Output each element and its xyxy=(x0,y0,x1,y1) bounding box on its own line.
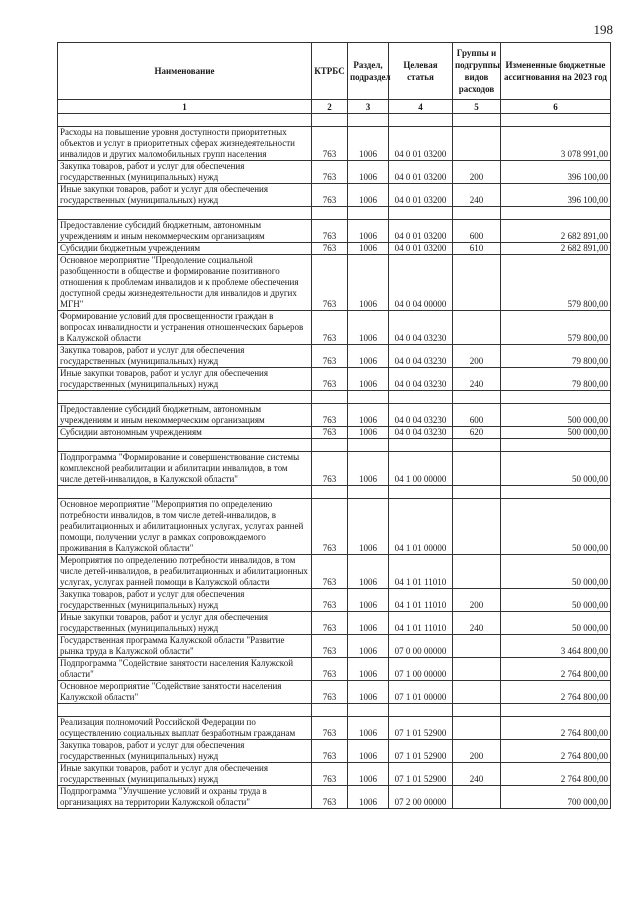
row-name: Подпрограмма "Улучшение условий и охраны труда в организациях на территории Калужской области" xyxy=(58,786,312,809)
spacer-cell xyxy=(348,207,389,220)
spacer-cell xyxy=(58,439,312,452)
row-name: Иные закупки товаров, работ и услуг для обеспечения государственных (муниципальных) нужд xyxy=(58,184,312,207)
row-name: Подпрограмма "Содействие занятости населения Калужской области" xyxy=(58,658,312,681)
row-ktrbs: 763 xyxy=(312,311,348,345)
row-section: 1006 xyxy=(348,368,389,391)
row-amount: 2 764 800,00 xyxy=(501,763,611,786)
spacer-cell xyxy=(453,114,501,127)
row-target-code: 04 0 04 03230 xyxy=(389,368,453,391)
budget-table xyxy=(57,42,611,809)
row-amount: 50 000,00 xyxy=(501,589,611,612)
row-name: Мероприятия по определению потребности инвалидов, в том числе детей-инвалидов, в реабилитационных и абилитационных услугах, услугах ранней помощи в Калужской области xyxy=(58,555,312,589)
row-name: Основное мероприятие "Содействие занятости населения Калужской области" xyxy=(58,681,312,704)
row-section: 1006 xyxy=(348,220,389,243)
spacer-cell xyxy=(348,486,389,499)
row-target-code: 07 1 01 52900 xyxy=(389,763,453,786)
table-row xyxy=(58,220,611,243)
header-groups: Группы и подгруппы видов расходов xyxy=(453,43,501,100)
table-row xyxy=(58,311,611,345)
spacer-cell xyxy=(389,439,453,452)
table-row xyxy=(58,255,611,311)
spacer-cell xyxy=(348,439,389,452)
row-target-code: 04 1 00 00000 xyxy=(389,452,453,486)
row-ktrbs: 763 xyxy=(312,243,348,255)
spacer-cell xyxy=(501,704,611,717)
row-expense-group: 620 xyxy=(453,427,501,439)
table-row xyxy=(58,127,611,161)
spacer-cell xyxy=(312,207,348,220)
spacer-row xyxy=(58,207,611,220)
row-ktrbs: 763 xyxy=(312,612,348,635)
spacer-cell xyxy=(58,207,312,220)
row-expense-group: 600 xyxy=(453,404,501,427)
row-target-code: 04 0 01 03200 xyxy=(389,220,453,243)
spacer-row xyxy=(58,486,611,499)
row-name: Основное мероприятие "Мероприятия по определению потребности инвалидов, в том числе детей-инвалидов, в реабилитационных и абилитационных услугах, услугах ранней помощи, получении услуг в рамках сопровождаемого проживания в Калужской области" xyxy=(58,499,312,555)
spacer-cell xyxy=(501,486,611,499)
page-number: 198 xyxy=(593,22,613,37)
row-amount: 79 800,00 xyxy=(501,345,611,368)
row-expense-group xyxy=(453,658,501,681)
row-amount: 2 764 800,00 xyxy=(501,717,611,740)
row-name: Государственная программа Калужской области "Развитие рынка труда в Калужской области" xyxy=(58,635,312,658)
spacer-cell xyxy=(389,391,453,404)
table-row xyxy=(58,658,611,681)
row-section: 1006 xyxy=(348,555,389,589)
row-ktrbs: 763 xyxy=(312,184,348,207)
row-target-code: 04 0 04 03230 xyxy=(389,311,453,345)
row-expense-group xyxy=(453,452,501,486)
row-ktrbs: 763 xyxy=(312,404,348,427)
row-section: 1006 xyxy=(348,452,389,486)
row-ktrbs: 763 xyxy=(312,345,348,368)
row-expense-group: 610 xyxy=(453,243,501,255)
row-section: 1006 xyxy=(348,635,389,658)
row-target-code: 07 1 01 00000 xyxy=(389,681,453,704)
column-number: 1 xyxy=(58,100,312,114)
header-ktrbs: КТРБС xyxy=(312,43,348,100)
spacer-cell xyxy=(312,486,348,499)
row-amount: 2 764 800,00 xyxy=(501,740,611,763)
spacer-cell xyxy=(453,439,501,452)
spacer-cell xyxy=(389,114,453,127)
row-name: Расходы на повышение уровня доступности приоритетных объектов и услуг в приоритетных сферах жизнедеятельности инвалидов и других маломобильных групп населения xyxy=(58,127,312,161)
spacer-cell xyxy=(453,486,501,499)
table-row xyxy=(58,763,611,786)
column-numbers-row xyxy=(58,100,611,114)
row-target-code: 07 0 00 00000 xyxy=(389,635,453,658)
row-name: Субсидии автономным учреждениям xyxy=(58,427,312,439)
row-amount: 3 464 800,00 xyxy=(501,635,611,658)
row-expense-group xyxy=(453,681,501,704)
row-section: 1006 xyxy=(348,717,389,740)
row-expense-group xyxy=(453,127,501,161)
row-section: 1006 xyxy=(348,681,389,704)
row-expense-group: 240 xyxy=(453,368,501,391)
row-target-code: 04 0 04 03230 xyxy=(389,345,453,368)
row-expense-group xyxy=(453,635,501,658)
row-expense-group xyxy=(453,786,501,809)
spacer-cell xyxy=(58,391,312,404)
row-amount: 500 000,00 xyxy=(501,427,611,439)
row-amount: 2 682 891,00 xyxy=(501,220,611,243)
row-ktrbs: 763 xyxy=(312,589,348,612)
spacer-cell xyxy=(348,391,389,404)
table-row xyxy=(58,555,611,589)
spacer-row xyxy=(58,439,611,452)
table-row xyxy=(58,452,611,486)
row-expense-group: 240 xyxy=(453,184,501,207)
row-name: Субсидии бюджетным учреждениям xyxy=(58,243,312,255)
row-section: 1006 xyxy=(348,612,389,635)
row-target-code: 07 1 01 52900 xyxy=(389,717,453,740)
row-section: 1006 xyxy=(348,161,389,184)
row-name: Иные закупки товаров, работ и услуг для обеспечения государственных (муниципальных) нужд xyxy=(58,612,312,635)
spacer-cell xyxy=(501,439,611,452)
row-expense-group xyxy=(453,311,501,345)
table-row xyxy=(58,589,611,612)
spacer-cell xyxy=(389,704,453,717)
row-target-code: 04 1 01 11010 xyxy=(389,612,453,635)
spacer-cell xyxy=(501,391,611,404)
table-row xyxy=(58,161,611,184)
row-expense-group: 200 xyxy=(453,161,501,184)
spacer-cell xyxy=(453,391,501,404)
row-target-code: 04 0 04 03230 xyxy=(389,404,453,427)
row-section: 1006 xyxy=(348,786,389,809)
row-expense-group: 200 xyxy=(453,589,501,612)
row-target-code: 04 0 01 03200 xyxy=(389,127,453,161)
row-name: Подпрограмма "Формирование и совершенствование системы комплексной реабилитации и абилитации инвалидов, в том числе детей-инвалидов, в Калужской области" xyxy=(58,452,312,486)
table-row xyxy=(58,612,611,635)
row-section: 1006 xyxy=(348,658,389,681)
spacer-cell xyxy=(312,704,348,717)
spacer-cell xyxy=(348,704,389,717)
row-amount: 50 000,00 xyxy=(501,499,611,555)
spacer-cell xyxy=(501,114,611,127)
column-number: 4 xyxy=(389,100,453,114)
column-number: 3 xyxy=(348,100,389,114)
spacer-row xyxy=(58,114,611,127)
row-target-code: 04 0 04 03230 xyxy=(389,427,453,439)
row-ktrbs: 763 xyxy=(312,220,348,243)
row-amount: 79 800,00 xyxy=(501,368,611,391)
row-amount: 396 100,00 xyxy=(501,161,611,184)
table-row xyxy=(58,427,611,439)
row-name: Реализация полномочий Российской Федерации по осуществлению социальных выплат безработным гражданам xyxy=(58,717,312,740)
row-section: 1006 xyxy=(348,740,389,763)
row-target-code: 04 0 01 03200 xyxy=(389,161,453,184)
row-amount: 500 000,00 xyxy=(501,404,611,427)
table-body xyxy=(58,114,611,809)
row-name: Основное мероприятие "Преодоление социальной разобщенности в обществе и формирование позитивного отношения к проблемам инвалидов и к проблеме обеспечения доступной среды жизнедеятельности для инвалидов и других МГН" xyxy=(58,255,312,311)
row-ktrbs: 763 xyxy=(312,740,348,763)
spacer-cell xyxy=(312,439,348,452)
row-name: Закупка товаров, работ и услуг для обеспечения государственных (муниципальных) нужд xyxy=(58,589,312,612)
row-amount: 2 682 891,00 xyxy=(501,243,611,255)
row-section: 1006 xyxy=(348,499,389,555)
spacer-cell xyxy=(501,207,611,220)
spacer-cell xyxy=(348,114,389,127)
row-expense-group xyxy=(453,555,501,589)
row-target-code: 04 0 01 03200 xyxy=(389,184,453,207)
row-ktrbs: 763 xyxy=(312,635,348,658)
row-ktrbs: 763 xyxy=(312,763,348,786)
table-row xyxy=(58,635,611,658)
row-ktrbs: 763 xyxy=(312,717,348,740)
row-expense-group xyxy=(453,499,501,555)
row-name: Иные закупки товаров, работ и услуг для обеспечения государственных (муниципальных) нужд xyxy=(58,368,312,391)
column-number: 2 xyxy=(312,100,348,114)
row-section: 1006 xyxy=(348,127,389,161)
row-section: 1006 xyxy=(348,763,389,786)
row-expense-group xyxy=(453,255,501,311)
row-amount: 2 764 800,00 xyxy=(501,658,611,681)
row-expense-group: 240 xyxy=(453,763,501,786)
table-row xyxy=(58,717,611,740)
row-section: 1006 xyxy=(348,243,389,255)
row-target-code: 04 1 01 00000 xyxy=(389,499,453,555)
header-section: Раздел, подраздел xyxy=(348,43,389,100)
table-row xyxy=(58,404,611,427)
spacer-cell xyxy=(58,486,312,499)
row-target-code: 04 0 01 03200 xyxy=(389,243,453,255)
row-ktrbs: 763 xyxy=(312,681,348,704)
row-name: Предоставление субсидий бюджетным, автономным учреждениям и иным некоммерческим организациям xyxy=(58,220,312,243)
row-name: Закупка товаров, работ и услуг для обеспечения государственных (муниципальных) нужд xyxy=(58,345,312,368)
row-amount: 700 000,00 xyxy=(501,786,611,809)
spacer-cell xyxy=(453,704,501,717)
spacer-cell xyxy=(58,704,312,717)
table-row xyxy=(58,243,611,255)
row-section: 1006 xyxy=(348,404,389,427)
row-ktrbs: 763 xyxy=(312,127,348,161)
row-ktrbs: 763 xyxy=(312,161,348,184)
spacer-cell xyxy=(389,486,453,499)
spacer-cell xyxy=(312,391,348,404)
row-amount: 50 000,00 xyxy=(501,452,611,486)
header-target: Целевая статья xyxy=(389,43,453,100)
spacer-cell xyxy=(389,207,453,220)
row-expense-group: 200 xyxy=(453,345,501,368)
row-section: 1006 xyxy=(348,255,389,311)
row-name: Иные закупки товаров, работ и услуг для обеспечения государственных (муниципальных) нужд xyxy=(58,763,312,786)
row-amount: 579 800,00 xyxy=(501,311,611,345)
table-row xyxy=(58,345,611,368)
row-ktrbs: 763 xyxy=(312,368,348,391)
column-number: 6 xyxy=(501,100,611,114)
table-row xyxy=(58,740,611,763)
row-expense-group: 200 xyxy=(453,740,501,763)
row-target-code: 04 1 01 11010 xyxy=(389,589,453,612)
row-amount: 3 078 991,00 xyxy=(501,127,611,161)
row-name: Предоставление субсидий бюджетным, автономным учреждениям и иным некоммерческим организациям xyxy=(58,404,312,427)
spacer-cell xyxy=(312,114,348,127)
row-target-code: 07 2 00 00000 xyxy=(389,786,453,809)
row-amount: 579 800,00 xyxy=(501,255,611,311)
row-amount: 50 000,00 xyxy=(501,612,611,635)
header-row xyxy=(58,43,611,100)
row-ktrbs: 763 xyxy=(312,499,348,555)
row-target-code: 04 0 04 00000 xyxy=(389,255,453,311)
spacer-row xyxy=(58,704,611,717)
row-ktrbs: 763 xyxy=(312,658,348,681)
row-target-code: 07 1 01 52900 xyxy=(389,740,453,763)
row-ktrbs: 763 xyxy=(312,255,348,311)
row-ktrbs: 763 xyxy=(312,452,348,486)
row-section: 1006 xyxy=(348,589,389,612)
row-section: 1006 xyxy=(348,345,389,368)
table-row xyxy=(58,786,611,809)
row-amount: 2 764 800,00 xyxy=(501,681,611,704)
row-section: 1006 xyxy=(348,184,389,207)
row-ktrbs: 763 xyxy=(312,427,348,439)
spacer-cell xyxy=(58,114,312,127)
row-name: Формирование условий для просвещенности граждан в вопросах инвалидности и устранения отношенческих барьеров в Калужской области xyxy=(58,311,312,345)
table-row xyxy=(58,184,611,207)
table-row xyxy=(58,368,611,391)
spacer-row xyxy=(58,391,611,404)
row-section: 1006 xyxy=(348,427,389,439)
row-amount: 396 100,00 xyxy=(501,184,611,207)
row-name: Закупка товаров, работ и услуг для обеспечения государственных (муниципальных) нужд xyxy=(58,161,312,184)
row-ktrbs: 763 xyxy=(312,555,348,589)
row-target-code: 04 1 01 11010 xyxy=(389,555,453,589)
table-row xyxy=(58,681,611,704)
row-expense-group: 600 xyxy=(453,220,501,243)
row-amount: 50 000,00 xyxy=(501,555,611,589)
spacer-cell xyxy=(453,207,501,220)
row-ktrbs: 763 xyxy=(312,786,348,809)
row-target-code: 07 1 00 00000 xyxy=(389,658,453,681)
row-section: 1006 xyxy=(348,311,389,345)
header-name: Наименование xyxy=(58,43,312,100)
row-name: Закупка товаров, работ и услуг для обеспечения государственных (муниципальных) нужд xyxy=(58,740,312,763)
table-row xyxy=(58,499,611,555)
row-expense-group: 240 xyxy=(453,612,501,635)
row-expense-group xyxy=(453,717,501,740)
header-amount: Измененные бюджетные ассигнования на 2023 год xyxy=(501,43,611,100)
column-number: 5 xyxy=(453,100,501,114)
